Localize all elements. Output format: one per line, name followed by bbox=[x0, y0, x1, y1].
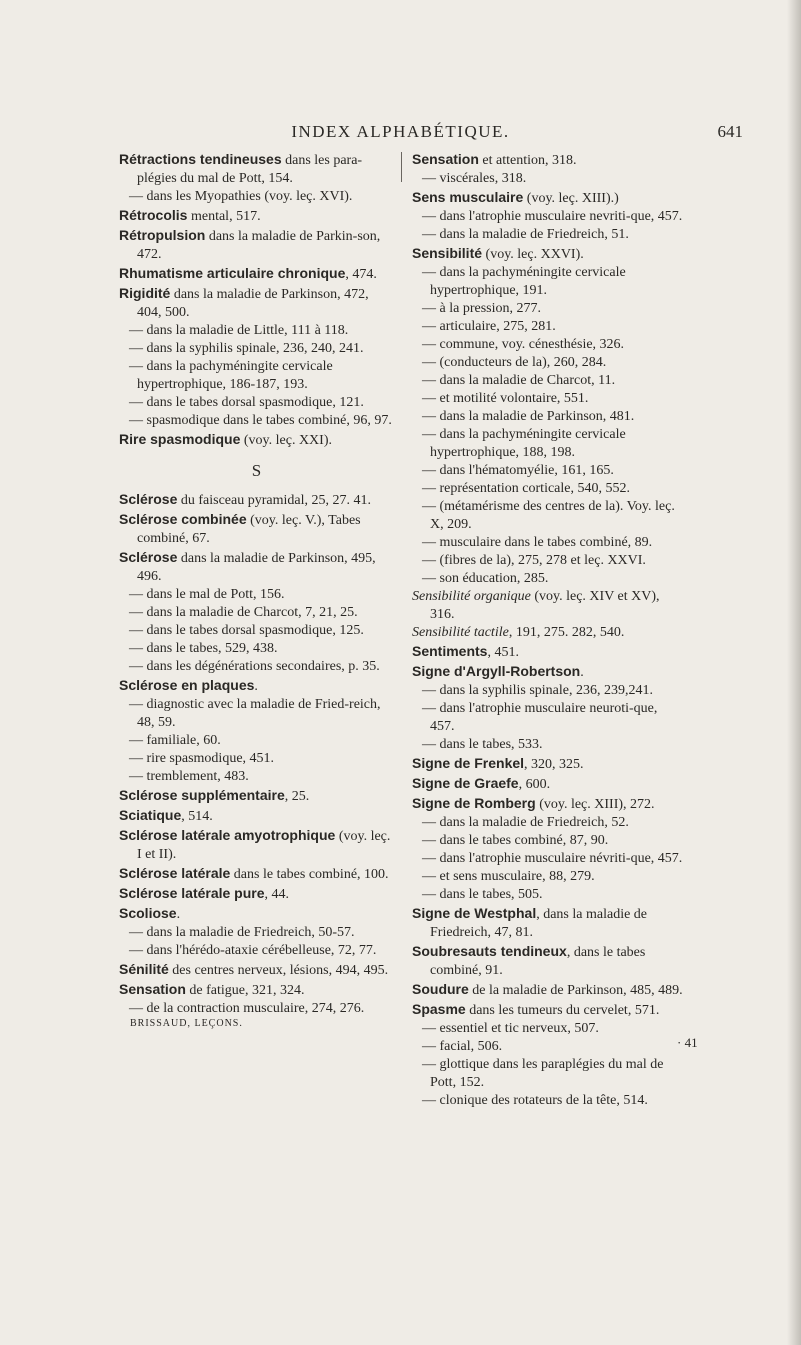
index-refs: , 320, 325. bbox=[524, 757, 584, 772]
index-subentry: — musculaire dans le tabes combiné, 89. bbox=[422, 535, 653, 550]
index-subentry: — dans le tabes, 505. bbox=[422, 887, 543, 902]
index-subentry: — dans les dégénérations secondaires, p. 35. bbox=[129, 659, 380, 674]
signature-mark: · 41 bbox=[677, 1035, 698, 1050]
index-entry bbox=[412, 754, 684, 774]
index-refs: (voy. leç. XIII).) bbox=[523, 191, 619, 206]
index-entry bbox=[119, 430, 394, 450]
left-column bbox=[119, 150, 394, 1018]
index-subentry: — dans le tabes, 533. bbox=[422, 737, 543, 752]
index-entry bbox=[412, 588, 684, 624]
index-subentry: — à la pression, 277. bbox=[422, 301, 541, 316]
index-refs: . bbox=[580, 665, 584, 680]
index-refs: . bbox=[254, 679, 258, 694]
index-subentry: — dans la maladie de Friedreich, 50-57. bbox=[129, 925, 355, 940]
index-entry bbox=[412, 188, 684, 208]
index-subentry: — rire spasmodique, 451. bbox=[129, 751, 275, 766]
index-entry bbox=[412, 642, 684, 662]
index-term: Sclérose latérale pure bbox=[119, 885, 265, 901]
index-subentry: — dans la pachyméningite cervicale hypertrophique, 188, 198. bbox=[422, 427, 626, 460]
index-entry bbox=[119, 786, 394, 806]
index-entry bbox=[119, 676, 394, 696]
index-entry bbox=[119, 960, 394, 980]
index-refs: (voy. leç. V.), Tabes combiné, 67. bbox=[137, 513, 361, 546]
index-term: Sclérose bbox=[119, 491, 178, 507]
running-header bbox=[0, 122, 801, 144]
column-divider bbox=[401, 152, 402, 182]
index-subentry: — dans l'atrophie musculaire neuroti-que, 457. bbox=[422, 701, 658, 734]
index-entry bbox=[119, 826, 394, 864]
index-subentry: — dans la maladie de Charcot, 11. bbox=[422, 373, 616, 388]
index-term: Signe d'Argyll-Robertson bbox=[412, 663, 581, 679]
index-subentry: — dans la syphilis spinale, 236, 239,241. bbox=[422, 683, 653, 698]
index-entry bbox=[119, 206, 394, 226]
index-subentry: — son éducation, 285. bbox=[422, 571, 549, 586]
index-term: Signe de Westphal bbox=[412, 905, 537, 921]
index-term: Sclérose en plaques bbox=[119, 677, 255, 693]
index-entry bbox=[119, 150, 394, 188]
index-term: Sclérose bbox=[119, 549, 178, 565]
index-term: Rire spasmodique bbox=[119, 431, 241, 447]
page-edge-shadow bbox=[787, 0, 801, 1345]
index-subentry: — clonique des rotateurs de la tête, 514. bbox=[422, 1093, 648, 1108]
index-subentry: — dans le tabes combiné, 87, 90. bbox=[422, 833, 609, 848]
index-term: Sensibilité tactile bbox=[412, 625, 509, 640]
index-subentry: — dans le tabes dorsal spasmodique, 125. bbox=[129, 623, 364, 638]
index-entry bbox=[412, 244, 684, 264]
index-subentry: — tremblement, 483. bbox=[129, 769, 249, 784]
index-entry bbox=[119, 510, 394, 548]
index-refs: dans la maladie de Parkin-son, 472. bbox=[137, 229, 381, 262]
index-refs: (voy. leç. XXI). bbox=[240, 433, 332, 448]
index-subentry: — spasmodique dans le tabes combiné, 96, 97. bbox=[129, 413, 392, 428]
index-refs: dans la maladie de Parkinson, 472, 404, 500. bbox=[137, 287, 369, 320]
index-term: Soudure bbox=[412, 981, 469, 997]
index-subentry: — diagnostic avec la maladie de Fried-reich, 48, 59. bbox=[129, 697, 381, 730]
index-subentry: — dans le mal de Pott, 156. bbox=[129, 587, 285, 602]
index-entry bbox=[412, 1000, 684, 1020]
index-refs: , dans la maladie de Friedreich, 47, 81. bbox=[430, 907, 648, 940]
index-refs: des centres nerveux, lésions, 494, 495. bbox=[168, 963, 389, 978]
index-subentry: — essentiel et tic nerveux, 507. bbox=[422, 1021, 599, 1036]
index-refs: , 191, 275. 282, 540. bbox=[508, 625, 625, 640]
index-refs: , 25. bbox=[284, 789, 310, 804]
index-entry bbox=[119, 284, 394, 322]
index-subentry: — dans l'atrophie musculaire nevriti-que, 457. bbox=[422, 209, 683, 224]
index-term: Sclérose latérale bbox=[119, 865, 231, 881]
index-term: Sensation bbox=[412, 151, 479, 167]
section-letter: S bbox=[251, 461, 262, 480]
index-entry bbox=[119, 980, 394, 1000]
index-entry bbox=[412, 942, 684, 980]
index-subentry: — (conducteurs de la), 260, 284. bbox=[422, 355, 607, 370]
index-subentry: — dans la syphilis spinale, 236, 240, 241. bbox=[129, 341, 364, 356]
index-refs: dans les para-plégies du mal de Pott, 154. bbox=[137, 153, 363, 186]
page-number: 641 bbox=[717, 122, 743, 141]
index-subentry: — dans le tabes, 529, 438. bbox=[129, 641, 278, 656]
index-subentry: — familiale, 60. bbox=[129, 733, 221, 748]
index-subentry: — de la contraction musculaire, 274, 276. bbox=[129, 1001, 365, 1016]
index-refs: (voy. leç. I et II). bbox=[137, 829, 391, 862]
index-term: Sensation bbox=[119, 981, 186, 997]
index-subentry: — dans la maladie de Friedreich, 52. bbox=[422, 815, 629, 830]
index-subentry: — glottique dans les paraplégies du mal de Pott, 152. bbox=[422, 1057, 664, 1090]
index-refs: , 451. bbox=[487, 645, 519, 660]
index-entry bbox=[119, 548, 394, 586]
index-term: Sciatique bbox=[119, 807, 182, 823]
index-subentry: — dans la pachyméningite cervicale hypertrophique, 191. bbox=[422, 265, 626, 298]
index-refs: mental, 517. bbox=[187, 209, 261, 224]
index-subentry: — dans la maladie de Friedreich, 51. bbox=[422, 227, 629, 242]
index-term: Sens musculaire bbox=[412, 189, 524, 205]
index-refs: . bbox=[176, 907, 181, 922]
index-subentry: — dans la maladie de Parkinson, 481. bbox=[422, 409, 635, 424]
index-entry bbox=[119, 884, 394, 904]
index-refs: dans les tumeurs du cervelet, 571. bbox=[465, 1003, 660, 1018]
index-entry bbox=[119, 904, 394, 924]
index-term: Sclérose latérale amyotrophique bbox=[119, 827, 336, 843]
index-refs: (voy. leç. XXVI). bbox=[482, 247, 584, 262]
index-entry bbox=[412, 904, 684, 942]
index-subentry: — (métamérisme des centres de la). Voy. leç. X, 209. bbox=[422, 499, 675, 532]
index-subentry: — facial, 506. bbox=[422, 1039, 503, 1054]
signature-line: BRISSAUD, LEÇONS. bbox=[130, 1018, 243, 1029]
index-entry bbox=[119, 806, 394, 826]
index-term: Rétrocolis bbox=[119, 207, 188, 223]
index-term: Spasme bbox=[412, 1001, 466, 1017]
index-entry bbox=[412, 150, 684, 170]
page-title: INDEX ALPHABÉTIQUE. bbox=[291, 122, 510, 141]
index-subentry: — dans les Myopathies (voy. leç. XVI). bbox=[129, 189, 353, 204]
index-refs: , 514. bbox=[181, 809, 213, 824]
index-term: Soubresauts tendineux bbox=[412, 943, 567, 959]
index-term: Sensibilité bbox=[412, 245, 483, 261]
index-term: Signe de Romberg bbox=[412, 795, 536, 811]
index-entry bbox=[119, 490, 394, 510]
index-term: Signe de Graefe bbox=[412, 775, 519, 791]
index-subentry: — dans la maladie de Little, 111 à 118. bbox=[129, 323, 349, 338]
index-subentry: — dans l'hérédo-ataxie cérébelleuse, 72, 77. bbox=[129, 943, 377, 958]
right-column bbox=[412, 150, 684, 1110]
index-term: Sénilité bbox=[119, 961, 169, 977]
index-term: Rhumatisme articulaire chronique bbox=[119, 265, 346, 281]
index-subentry: — dans la pachyméningite cervicale hypertrophique, 186-187, 193. bbox=[129, 359, 333, 392]
index-refs: de fatigue, 321, 324. bbox=[185, 983, 305, 998]
index-subentry: — et sens musculaire, 88, 279. bbox=[422, 869, 595, 884]
index-term: Sensibilité organique bbox=[412, 589, 531, 604]
index-entry bbox=[412, 980, 684, 1000]
index-refs: de la maladie de Parkinson, 485, 489. bbox=[468, 983, 683, 998]
index-subentry: — dans l'atrophie musculaire névriti-que, 457. bbox=[422, 851, 683, 866]
index-term: Sentiments bbox=[412, 643, 488, 659]
index-term: Rétractions tendineuses bbox=[119, 151, 282, 167]
index-term: Signe de Frenkel bbox=[412, 755, 525, 771]
index-subentry: — (fibres de la), 275, 278 et leç. XXVI. bbox=[422, 553, 646, 568]
index-entry bbox=[119, 864, 394, 884]
index-entry bbox=[412, 774, 684, 794]
index-subentry: — articulaire, 275, 281. bbox=[422, 319, 556, 334]
index-refs: (voy. leç. XIII), 272. bbox=[535, 797, 655, 812]
index-refs: du faisceau pyramidal, 25, 27. 41. bbox=[177, 493, 371, 508]
index-term: Rétropulsion bbox=[119, 227, 206, 243]
index-refs: dans la maladie de Parkinson, 495, 496. bbox=[137, 551, 376, 584]
index-refs: , dans le tabes combiné, 91. bbox=[430, 945, 646, 978]
index-term: Sclérose supplémentaire bbox=[119, 787, 285, 803]
index-entry bbox=[119, 226, 394, 264]
index-refs: dans le tabes combiné, 100. bbox=[230, 867, 389, 882]
index-refs: (voy. leç. XIV et XV), 316. bbox=[430, 589, 660, 622]
index-term: Sclérose combinée bbox=[119, 511, 247, 527]
index-subentry: — et motilité volontaire, 551. bbox=[422, 391, 589, 406]
index-refs: , 474. bbox=[345, 267, 377, 282]
index-entry bbox=[412, 794, 684, 814]
index-subentry: — dans la maladie de Charcot, 7, 21, 25. bbox=[129, 605, 358, 620]
index-refs: , 600. bbox=[518, 777, 551, 792]
index-subentry: — dans le tabes dorsal spasmodique, 121. bbox=[129, 395, 364, 410]
index-subentry: — commune, voy. cénesthésie, 326. bbox=[422, 337, 625, 352]
index-entry bbox=[412, 662, 684, 682]
index-refs: , 44. bbox=[264, 887, 290, 902]
index-subentry: — représentation corticale, 540, 552. bbox=[422, 481, 630, 496]
index-subentry: — dans l'hématomyélie, 161, 165. bbox=[422, 463, 614, 478]
index-refs: et attention, 318. bbox=[478, 153, 577, 168]
index-entry bbox=[119, 264, 394, 284]
index-term: Rigidité bbox=[119, 285, 171, 301]
index-entry bbox=[412, 624, 684, 642]
index-subentry: — viscérales, 318. bbox=[422, 171, 527, 186]
index-term: Scoliose bbox=[119, 905, 177, 921]
